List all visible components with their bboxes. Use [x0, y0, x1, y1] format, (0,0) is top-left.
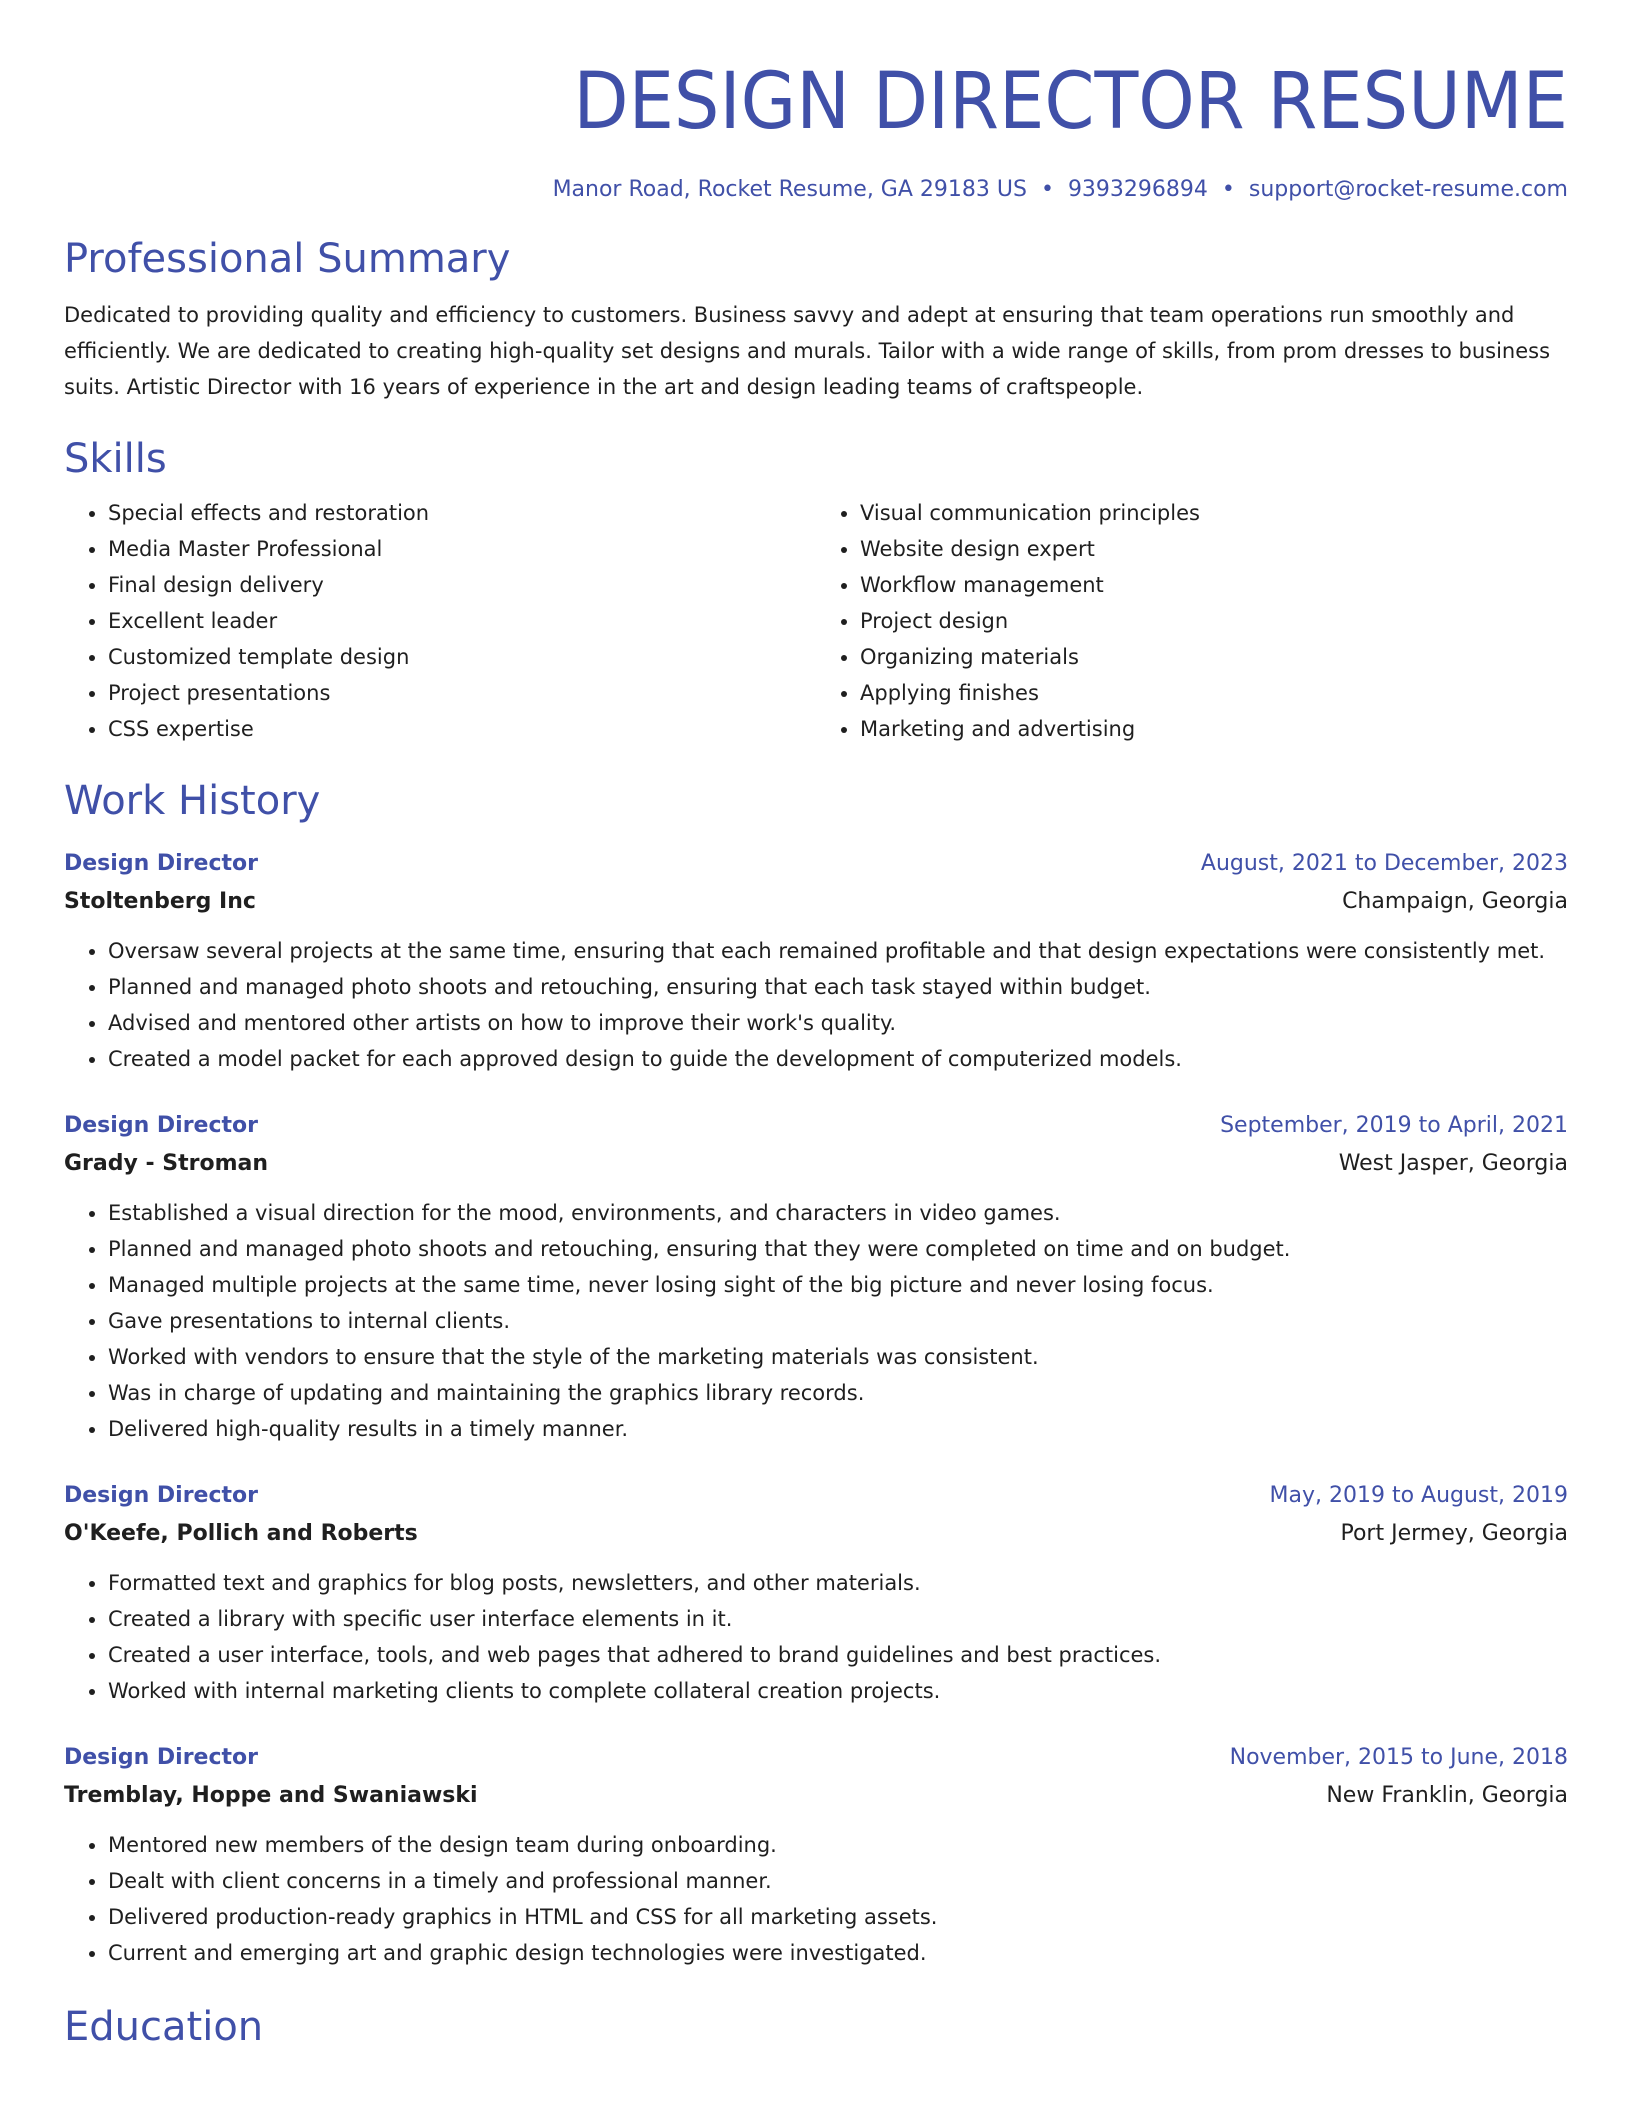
job-location: West Jasper, Georgia: [1338, 1151, 1568, 1176]
contact-separator: •: [1221, 177, 1235, 202]
job-company: Grady - Stroman: [64, 1151, 269, 1176]
job-company-row: [64, 1145, 1568, 1183]
skills-grid: [64, 495, 1568, 747]
resume-title: DESIGN DIRECTOR RESUME: [573, 57, 1568, 147]
education-heading: Education: [64, 2004, 264, 2050]
job-duty: • Current and emerging art and graphic design technologies were investigated.: [108, 1935, 1568, 1971]
summary-heading: Professional Summary: [64, 236, 511, 282]
skills-list-left: [64, 495, 816, 747]
contact-separator: •: [1040, 177, 1054, 202]
skill-item: • Final design delivery: [108, 567, 816, 603]
skill-item: • Customized template design: [108, 639, 816, 675]
job-dates: May, 2019 to August, 2019: [1269, 1483, 1568, 1508]
resume-page: [64, 0, 1568, 2112]
job-company-row: [64, 1515, 1568, 1553]
job-duty: • Managed multiple projects at the same time, never losing sight of the big picture and never losing focus.: [108, 1267, 1568, 1303]
job-dates: September, 2019 to April, 2021: [1220, 1113, 1568, 1138]
job-duty: • Planned and managed photo shoots and retouching, ensuring that each task stayed within budget.: [108, 969, 1568, 1005]
skills-list-right: [816, 495, 1568, 747]
job-duty: • Gave presentations to internal clients.: [108, 1303, 1568, 1339]
job-header-row: [64, 845, 1568, 883]
skill-item: • Applying finishes: [860, 675, 1568, 711]
job-company-row: [64, 1777, 1568, 1815]
job-company: Tremblay, Hoppe and Swaniawski: [64, 1783, 478, 1808]
job-role: Design Director: [64, 1483, 258, 1508]
skill-item: • Visual communication principles: [860, 495, 1568, 531]
job-duty: • Delivered production-ready graphics in HTML and CSS for all marketing assets.: [108, 1899, 1568, 1935]
job-entry: [64, 845, 1568, 1077]
skills-heading: Skills: [64, 436, 167, 482]
job-duty: • Created a model packet for each approved design to guide the development of computerized models.: [108, 1041, 1568, 1077]
job-duties-list: [64, 1827, 1568, 1971]
job-duty: • Created a library with specific user interface elements in it.: [108, 1601, 1568, 1637]
contact-address: Manor Road, Rocket Resume, GA 29183 US: [552, 177, 1027, 202]
job-role: Design Director: [64, 851, 258, 876]
job-duty: • Formatted text and graphics for blog posts, newsletters, and other materials.: [108, 1565, 1568, 1601]
job-role: Design Director: [64, 1113, 258, 1138]
skill-item: • Marketing and advertising: [860, 711, 1568, 747]
skill-item: • Project design: [860, 603, 1568, 639]
contact-line: [64, 175, 1568, 205]
job-duty: • Planned and managed photo shoots and retouching, ensuring that they were completed on time and on budget.: [108, 1231, 1568, 1267]
job-location: Port Jermey, Georgia: [1340, 1521, 1568, 1546]
skill-item: • Media Master Professional: [108, 531, 816, 567]
job-duties-list: [64, 1195, 1568, 1447]
job-entry: [64, 1739, 1568, 1971]
job-header-row: [64, 1107, 1568, 1145]
skill-item: • CSS expertise: [108, 711, 816, 747]
job-entry: [64, 1477, 1568, 1709]
job-company-row: [64, 883, 1568, 921]
skill-item: • Project presentations: [108, 675, 816, 711]
job-dates: August, 2021 to December, 2023: [1200, 851, 1568, 876]
contact-email[interactable]: support@rocket-resume.com: [1248, 177, 1568, 202]
skill-item: • Special effects and restoration: [108, 495, 816, 531]
job-duty: • Worked with vendors to ensure that the style of the marketing materials was consistent.: [108, 1339, 1568, 1375]
job-dates: November, 2015 to June, 2018: [1229, 1745, 1568, 1770]
job-duty: • Delivered high-quality results in a timely manner.: [108, 1411, 1568, 1447]
skill-item: • Excellent leader: [108, 603, 816, 639]
skill-item: • Website design expert: [860, 531, 1568, 567]
job-duty: • Dealt with client concerns in a timely and professional manner.: [108, 1863, 1568, 1899]
job-duties-list: [64, 1565, 1568, 1709]
job-location: Champaign, Georgia: [1342, 889, 1568, 914]
job-duty: • Worked with internal marketing clients to complete collateral creation projects.: [108, 1673, 1568, 1709]
job-header-row: [64, 1739, 1568, 1777]
job-role: Design Director: [64, 1745, 258, 1770]
job-header-row: [64, 1477, 1568, 1515]
job-entry: [64, 1107, 1568, 1447]
job-company: Stoltenberg Inc: [64, 889, 256, 914]
work-history-heading: Work History: [64, 778, 321, 824]
summary-text: Dedicated to providing quality and efficiency to customers. Business savvy and adept at ensuring that team operations run smoothly and efficiently. We are dedicated to creating high-quality set designs and murals. Tailor with a wide range of skills, from prom dresses to business suits. Artistic Director with 16 years of experience in the art and design leading teams of craftspeople.: [64, 303, 1551, 399]
job-duty: • Was in charge of updating and maintaining the graphics library records.: [108, 1375, 1568, 1411]
job-duty: • Created a user interface, tools, and web pages that adhered to brand guidelines and best practices.: [108, 1637, 1568, 1673]
job-duty: • Oversaw several projects at the same time, ensuring that each remained profitable and that design expectations were consistently met.: [108, 933, 1568, 969]
contact-phone: 9393296894: [1067, 177, 1208, 202]
job-company: O'Keefe, Pollich and Roberts: [64, 1521, 418, 1546]
job-duty: • Mentored new members of the design team during onboarding.: [108, 1827, 1568, 1863]
job-duty: • Advised and mentored other artists on how to improve their work's quality.: [108, 1005, 1568, 1041]
skill-item: • Workflow management: [860, 567, 1568, 603]
job-duty: • Established a visual direction for the mood, environments, and characters in video games.: [108, 1195, 1568, 1231]
job-location: New Franklin, Georgia: [1326, 1783, 1568, 1808]
job-duties-list: [64, 933, 1568, 1077]
skill-item: • Organizing materials: [860, 639, 1568, 675]
